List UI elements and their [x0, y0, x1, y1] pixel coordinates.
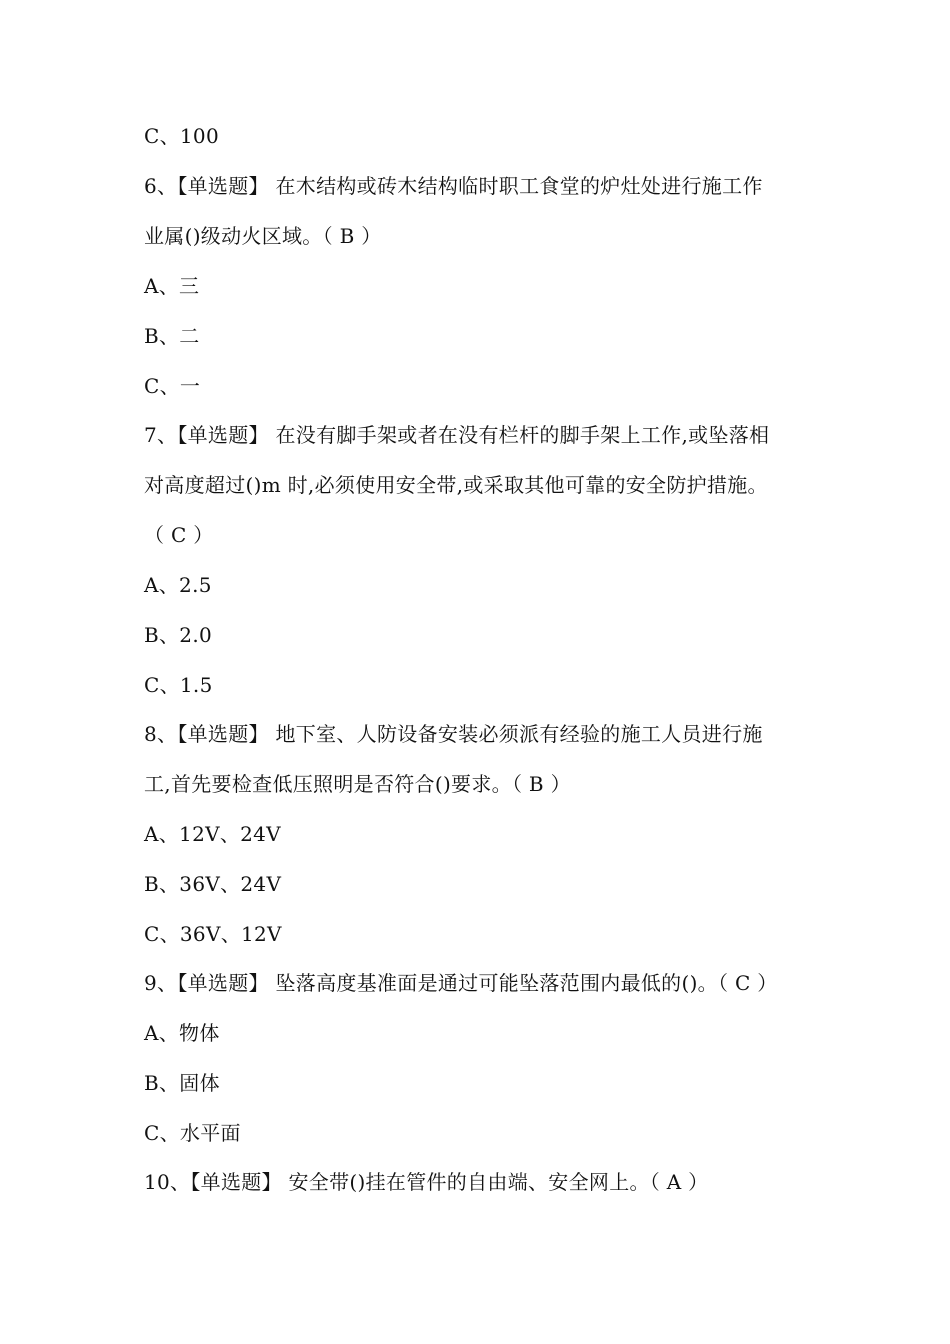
- option-a-q7: A、2.5: [144, 573, 212, 597]
- option-c-q7: C、1.5: [144, 673, 213, 697]
- question-7-answer: （ C ）: [144, 523, 214, 547]
- option-b-q6: B、二: [144, 324, 200, 348]
- question-8-line-1: 8、【单选题】 地下室、人防设备安装必须派有经验的施工人员进行施: [144, 722, 763, 746]
- option-a-q6: A、三: [144, 274, 200, 298]
- option-b-q8: B、36V、24V: [144, 872, 282, 896]
- question-7-line-1: 7、【单选题】 在没有脚手架或者在没有栏杆的脚手架上工作,或坠落相: [144, 423, 770, 447]
- option-c-q5: C、100: [144, 124, 219, 148]
- option-c-q9: C、水平面: [144, 1121, 241, 1145]
- question-8-line-2: 工,首先要检查低压照明是否符合()要求。（ B ）: [144, 772, 571, 796]
- option-b-q7: B、2.0: [144, 623, 213, 647]
- question-6-line-1: 6、【单选题】 在木结构或砖木结构临时职工食堂的炉灶处进行施工作: [144, 174, 763, 198]
- question-9-line-1: 9、【单选题】 坠落高度基准面是通过可能坠落范围内最低的()。（ C ）: [144, 971, 778, 995]
- question-7-line-2: 对高度超过()m 时,必须使用安全带,或采取其他可靠的安全防护措施。: [144, 473, 768, 497]
- option-c-q8: C、36V、12V: [144, 922, 282, 946]
- question-6-line-2: 业属()级动火区域。（ B ）: [144, 224, 382, 248]
- option-a-q8: A、12V、24V: [144, 822, 281, 846]
- option-c-q6: C、一: [144, 374, 201, 398]
- option-b-q9: B、固体: [144, 1071, 220, 1095]
- question-10-line-1: 10、【单选题】 安全带()挂在管件的自由端、安全网上。（ A ）: [144, 1170, 709, 1194]
- option-a-q9: A、物体: [144, 1021, 220, 1045]
